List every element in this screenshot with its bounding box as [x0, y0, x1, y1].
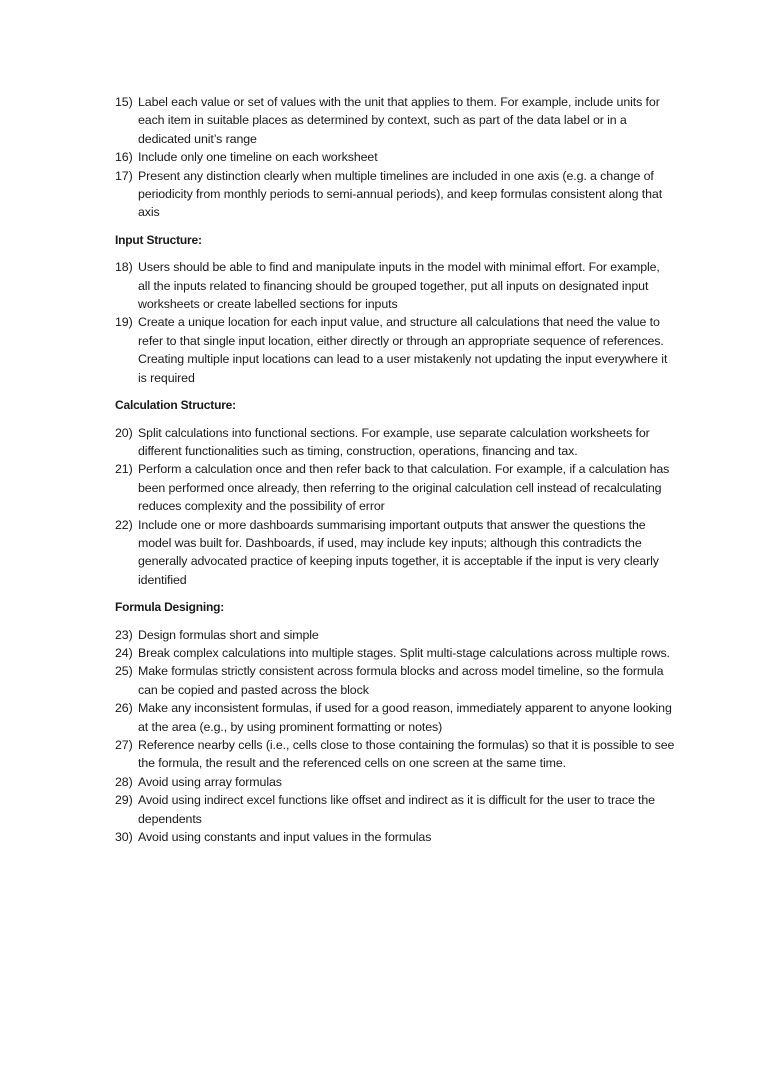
list-intro: [115, 93, 675, 222]
item-number: 18): [115, 260, 133, 275]
item-number: 16): [115, 150, 133, 165]
item-number: 22): [115, 517, 133, 532]
item-number: 25): [115, 664, 133, 679]
item-number: 26): [115, 701, 133, 716]
item-text: Break complex calculations into multiple stages. Split multi-stage calculations across multiple rows.: [138, 645, 670, 660]
list-calculation-structure: [115, 424, 675, 590]
list-input-structure: [115, 258, 675, 387]
list-item: [115, 644, 675, 662]
item-text: Present any distinction clearly when multiple timelines are included in one axis (e.g. a change of periodicity from monthly periods to semi-annual periods), and keep formulas consistent along that axis: [138, 168, 663, 220]
list-item: [115, 460, 675, 515]
list-item: [115, 93, 675, 148]
item-number: 17): [115, 168, 133, 183]
item-text: Reference nearby cells (i.e., cells close to those containing the formulas) so that it is possible to see the formula, the result and the referenced cells on one screen at the same time.: [138, 738, 675, 771]
item-text: Include only one timeline on each worksheet: [138, 150, 378, 165]
list-item: [115, 828, 675, 846]
item-number: 20): [115, 425, 133, 440]
list-item: [115, 258, 675, 313]
list-item: [115, 699, 675, 736]
item-number: 29): [115, 793, 133, 808]
list-item: [115, 773, 675, 791]
item-number: 24): [115, 645, 133, 660]
item-text: Avoid using constants and input values in the formulas: [138, 830, 432, 845]
section-heading-calculation-structure: Calculation Structure:: [115, 398, 236, 413]
item-number: 15): [115, 95, 133, 109]
item-number: 21): [115, 462, 133, 477]
item-number: 27): [115, 738, 133, 752]
section-heading-formula-designing: Formula Designing:: [115, 600, 225, 615]
list-item: [115, 662, 675, 699]
list-item: [115, 167, 675, 222]
item-text: Make any inconsistent formulas, if used for a good reason, immediately apparent to anyone looking at the area (e.g., by using prominent formatting or notes): [138, 701, 672, 734]
list-formula-designing: [115, 626, 675, 847]
item-number: 28): [115, 774, 133, 789]
item-text: Users should be able to find and manipulate inputs in the model with minimal effort. For example, all the inputs related to financing should be grouped together, put all inputs on designated input worksheets or create labelled sections for inputs: [138, 260, 660, 312]
item-text: Perform a calculation once and then refer back to that calculation. For example, if a calculation has been performed once already, then referring to the original calculation cell instead of recalculating reduces complexity and the possibility of error: [138, 462, 670, 514]
document-body: [115, 93, 675, 846]
list-item: [115, 148, 675, 166]
item-text: Include one or more dashboards summarising important outputs that answer the questions the model was built for. Dashboards, if used, may include key inputs; although this contradicts the generally advocated practice of keeping inputs together, it is acceptable if the input is very clearly identified: [138, 517, 659, 587]
list-item: [115, 736, 675, 773]
section-heading-input-structure: Input Structure:: [115, 232, 202, 247]
list-item: [115, 313, 675, 387]
item-text: Avoid using array formulas: [138, 774, 282, 789]
item-text: Design formulas short and simple: [138, 627, 319, 642]
item-text: Label each value or set of values with the unit that applies to them. For example, include units for each item in suitable places as determined by context, such as part of the data label or in a dedicated unit’s range: [138, 95, 660, 146]
item-text: Create a unique location for each input value, and structure all calculations that need the value to refer to that single input location, either directly or through an appropriate sequence of references. Creating multiple input locations can lead to a user mistakenly not updating the input everywhere it is required: [138, 315, 668, 385]
item-text: Split calculations into functional sections. For example, use separate calculation worksheets for different functionalities such as timing, construction, operations, financing and tax.: [138, 425, 650, 458]
list-item: [115, 791, 675, 828]
item-number: 23): [115, 627, 133, 642]
list-item: [115, 516, 675, 590]
item-number: 30): [115, 830, 133, 845]
item-text: Make formulas strictly consistent across formula blocks and across model timeline, so the formula can be copied and pasted across the block: [138, 664, 664, 697]
item-text: Avoid using indirect excel functions like offset and indirect as it is difficult for the user to trace the dependents: [138, 793, 655, 826]
list-item: [115, 424, 675, 461]
item-number: 19): [115, 315, 133, 330]
list-item: [115, 626, 675, 644]
